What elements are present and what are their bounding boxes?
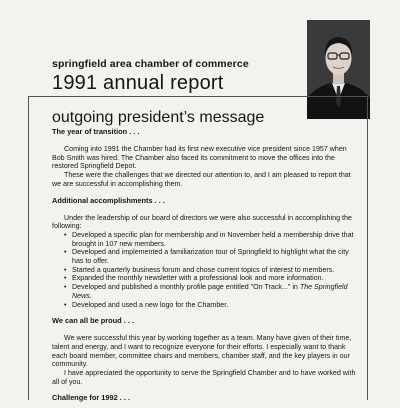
section-heading: Challenge for 1992 . . . bbox=[52, 393, 131, 403]
paragraph: Coming into 1991 the Chamber had its first new executive vice president since 1957 when Bob Smith was hired. The Chamber also faced its commitment to move the offices into the restored Springfield Depot. bbox=[52, 145, 347, 171]
list-item-text: Developed and published a monthly profile page entitled "On Track..." in bbox=[72, 283, 298, 292]
list-item bbox=[64, 283, 357, 300]
paragraph: These were the challenges that we directed our attention to, and I am pleased to report that we are successful in accomplishing them. bbox=[52, 171, 351, 188]
paragraph: I have appreciated the opportunity to serve the Springfield Chamber and to have worked with all of you. bbox=[52, 369, 356, 386]
section-heading: We can all be proud . . . bbox=[52, 316, 134, 326]
report-header bbox=[52, 58, 302, 94]
section-heading: Additional accomplishments . . . bbox=[52, 195, 165, 205]
list-item: • Developed a specific plan for membership and in November held a membership drive that brought in 107 new members. bbox=[64, 231, 357, 248]
paragraph: We were successful this year by working together as a team. Many have given of their time, talent and energy, and I want to recognize everyone for their efforts. I especially want to thank each board member, committee chairs and members, chamber staff, and the key players in our community. bbox=[52, 334, 352, 369]
panel-title: outgoing president’s message bbox=[52, 109, 265, 126]
paragraph: Under the leadership of our board of directors we were also successful in accomplishing the following: bbox=[52, 213, 352, 231]
accomplishments-list bbox=[52, 231, 357, 309]
list-item: • Expanded the monthly newsletter with a professional look and more information. bbox=[64, 274, 357, 283]
list-item: • Developed and used a new logo for the Chamber. bbox=[64, 301, 357, 310]
organization-name: springfield area chamber of commerce bbox=[52, 58, 249, 70]
list-item: • Started a quarterly business forum and chose current topics of interest to members. bbox=[64, 266, 357, 275]
section-heading: The year of transition . . . bbox=[52, 127, 140, 136]
list-item: • Developed and implemented a familiarization tour of Springfield to highlight what the city has to offer. bbox=[64, 248, 357, 265]
list-item-punctuation: . bbox=[89, 291, 92, 300]
message-content bbox=[52, 127, 357, 408]
publication-name: The Springfield News bbox=[72, 283, 348, 300]
report-title: 1991 annual report bbox=[52, 72, 224, 94]
